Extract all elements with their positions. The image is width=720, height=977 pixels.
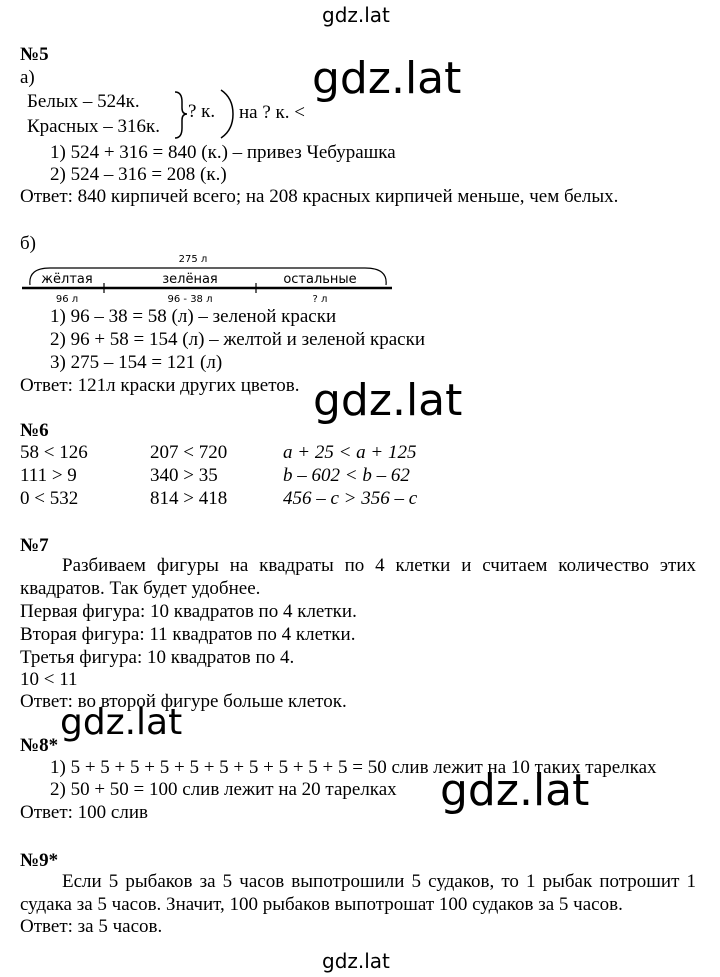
ex5-a-label: а)	[20, 67, 35, 88]
curly-brace-icon	[175, 92, 187, 138]
ex9-line2: судака за 5 часов. Значит, 100 рыбаков выпотрошат 100 судаков за 5 часов.	[20, 894, 623, 915]
ex7-line1: Разбиваем фигуры на квадраты по 4 клетки и считаем количество этих	[62, 555, 696, 576]
diagram-val3: ? л	[312, 294, 328, 305]
ex9-line3: Ответ: за 5 часов.	[20, 916, 163, 937]
ex8-answer: Ответ: 100 слив	[20, 802, 148, 823]
watermark-bottom: gdz.lat	[322, 949, 390, 973]
ex5-heading: №5	[20, 44, 49, 65]
watermark-top: gdz.lat	[322, 3, 390, 27]
watermark-big-2: gdz.lat	[313, 375, 463, 426]
ex7-line7: Ответ: во второй фигуре больше клеток.	[20, 691, 347, 712]
ex8-step2: 2) 50 + 50 = 100 слив лежит на 20 тарелках	[50, 779, 397, 800]
ex5-line-red: Красных – 316к.	[27, 116, 160, 137]
ex7-line6: 10 < 11	[20, 669, 78, 690]
ex5-line-white: Белых – 524к.	[27, 91, 140, 112]
ex5-b-step1: 1) 96 – 38 = 58 (л) – зеленой краски	[50, 306, 337, 327]
ex5-b-answer: Ответ: 121л краски других цветов.	[20, 375, 300, 396]
ex5-answer: Ответ: 840 кирпичей всего; на 208 красных кирпичей меньше, чем белых.	[20, 186, 619, 207]
diagram-val2: 96 - 38 л	[167, 294, 213, 305]
ex5-step2: 2) 524 – 316 = 208 (к.)	[50, 164, 227, 185]
ex7-line3: Первая фигура: 10 квадратов по 4 клетки.	[20, 601, 357, 622]
ex6-c1-r2: 111 > 9	[20, 465, 77, 486]
watermark-big-3: gdz.lat	[60, 702, 183, 743]
ex7-line2: квадратов. Так будет удобнее.	[20, 578, 261, 599]
ex7-heading: №7	[20, 535, 49, 556]
diagram-seg2: зелёная	[162, 272, 218, 287]
ex6-c3-r3: 456 – c > 356 – c	[283, 488, 418, 509]
watermark-big-4: gdz.lat	[440, 765, 590, 816]
watermark-big-1: gdz.lat	[312, 53, 462, 104]
ex9-heading: №9*	[20, 850, 59, 871]
ex5-b-step2: 2) 96 + 58 = 154 (л) – желтой и зеленой краски	[50, 329, 426, 350]
ex6-c2-r1: 207 < 720	[150, 442, 228, 463]
ex5-q-less: на ? к. <	[239, 102, 305, 123]
ex9-line1: Если 5 рыбаков за 5 часов выпотрошили 5 судаков, то 1 рыбак потрошит 1	[62, 871, 696, 892]
ex8-heading: №8*	[20, 735, 59, 756]
ex6-c3-r2: b – 602 < b – 62	[283, 465, 410, 486]
round-brace-icon	[221, 90, 233, 138]
segment-diagram	[20, 250, 400, 308]
ex6-heading: №6	[20, 420, 49, 441]
diagram-val1: 96 л	[55, 294, 79, 305]
ex8-step1: 1) 5 + 5 + 5 + 5 + 5 + 5 + 5 + 5 + 5 + 5 = 50 слив лежит на 10 таких тарелках	[50, 757, 657, 778]
ex6-c2-r2: 340 > 35	[150, 465, 218, 486]
ex5-step1: 1) 524 + 316 = 840 (к.) – привез Чебурашка	[50, 142, 396, 163]
ex6-c2-r3: 814 > 418	[150, 488, 228, 509]
diagram-seg3: остальные	[283, 272, 357, 287]
ex5-b-step3: 3) 275 – 154 = 121 (л)	[50, 352, 223, 373]
diagram-seg1: жёлтая	[41, 272, 93, 287]
ex7-line4: Вторая фигура: 11 квадратов по 4 клетки.	[20, 624, 356, 645]
diagram-total: 275 л	[178, 254, 208, 265]
ex7-line5: Третья фигура: 10 квадратов по 4.	[20, 647, 295, 668]
ex5-q-total: ? к.	[188, 101, 216, 122]
ex5-b-label: б)	[20, 233, 36, 254]
ex6-c1-r1: 58 < 126	[20, 442, 88, 463]
ex6-c3-r1: a + 25 < a + 125	[283, 442, 417, 463]
ex6-c1-r3: 0 < 532	[20, 488, 79, 509]
